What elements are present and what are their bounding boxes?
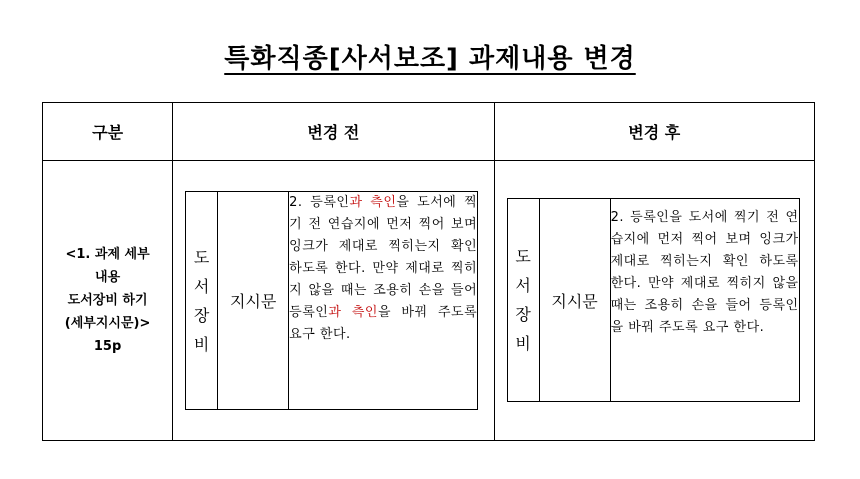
after-label-char: 장 (515, 305, 531, 324)
before-text-part: 2. 등록인 (289, 195, 350, 210)
before-instruction-table (185, 191, 478, 410)
category-line-2: 내용 (95, 270, 121, 285)
content-row (43, 161, 815, 441)
category-line-3: 도서장비 하기 (67, 293, 148, 308)
after-text: 2. 등록인을 도서에 찍기 전 연습지에 먼저 찍어 보며 잉크가 제대로 찍히는지 확인 하도록 한다. 만약 제대로 찍히지 않을 때는 조용히 손을 들어 등록인을 바꿔 주도록 요구 한다. (610, 199, 799, 402)
header-category: 구분 (43, 103, 173, 161)
before-label-char: 비 (193, 334, 210, 354)
before-label-char: 도 (193, 247, 210, 267)
before-cell (173, 161, 494, 441)
category-line-4: (세부지시문)> (64, 316, 151, 331)
before-text (289, 192, 478, 410)
page-title-text: 특화직종[사서보조] 과제내용 변경 (224, 44, 636, 74)
before-label-char: 서 (193, 276, 210, 296)
before-text-highlight: 과 측인 (328, 305, 378, 320)
header-after: 변경 후 (494, 103, 814, 161)
page-title (0, 38, 860, 75)
before-text-highlight: 과 측인 (349, 195, 397, 210)
after-instruction-table (507, 198, 800, 402)
after-label-char: 비 (515, 334, 531, 353)
before-kind: 지시문 (218, 192, 289, 410)
before-text-part: 을 바꿔 주도록 요구 한다. (289, 305, 478, 342)
change-table (42, 102, 815, 441)
before-label-char: 장 (193, 305, 210, 325)
category-line-1: <1. 과제 세부 (65, 247, 150, 262)
header-row (43, 103, 815, 161)
after-label-char: 서 (515, 276, 531, 295)
category-cell (43, 161, 173, 441)
category-line-5: 15p (93, 339, 122, 354)
after-label (507, 199, 539, 402)
after-kind: 지시문 (539, 199, 610, 402)
before-label (186, 192, 218, 410)
before-text-part: 을 도서에 찍기 전 연습지에 먼저 찍어 보며 잉크가 제대로 찍히는지 확인 하도록 한다. 만약 제대로 찍히지 않을 때는 조용히 손을 들어 등록인 (289, 195, 478, 320)
after-label-char: 도 (515, 247, 531, 266)
after-cell (494, 161, 814, 441)
header-before: 변경 전 (173, 103, 494, 161)
